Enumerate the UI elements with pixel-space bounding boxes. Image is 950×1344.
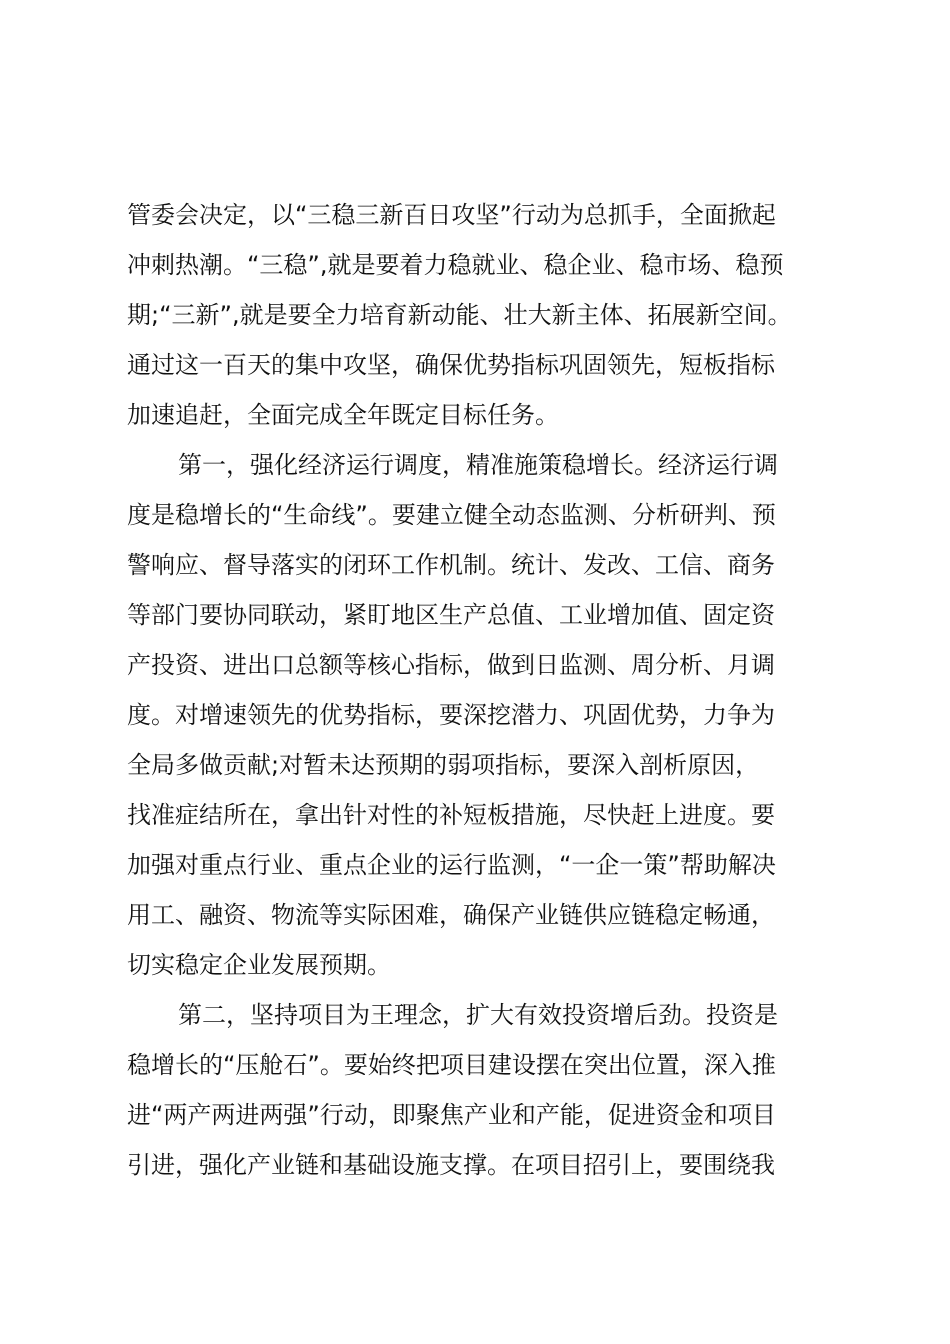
text-line: 警响应、督导落实的闭环工作机制。统计、发改、工信、商务 bbox=[127, 551, 775, 579]
paragraph-first-line: 第二，坚持项目为王理念，扩大有效投资增后劲。投资是 bbox=[178, 1001, 778, 1029]
text-line: 全局多做贡献;对暂未达预期的弱项指标，要深入剖析原因， bbox=[127, 751, 760, 779]
body-text bbox=[127, 190, 839, 1190]
text-line: 稳增长的“压舱石”。要始终把项目建设摆在突出位置，深入推 bbox=[127, 1051, 776, 1079]
text-line: 度是稳增长的“生命线”。要建立健全动态监测、分析研判、预 bbox=[127, 501, 776, 529]
text-line: 找准症结所在，拿出针对性的补短板措施，尽快赶上进度。要 bbox=[127, 801, 775, 829]
text-line: 加强对重点行业、重点企业的运行监测，“一企一策”帮助解决 bbox=[127, 851, 776, 879]
text-line: 产投资、进出口总额等核心指标，做到日监测、周分析、月调 bbox=[127, 651, 775, 679]
text-line: 进“两产两进两强”行动，即聚焦产业和产能，促进资金和项目 bbox=[127, 1101, 776, 1129]
text-line: 用工、融资、物流等实际困难，确保产业链供应链稳定畅通， bbox=[127, 901, 775, 929]
paragraph-first-line: 第一，强化经济运行调度，精准施策稳增长。经济运行调 bbox=[178, 451, 778, 479]
text-line: 通过这一百天的集中攻坚，确保优势指标巩固领先，短板指标 bbox=[127, 351, 775, 379]
text-line: 期;“三新”,就是要全力培育新动能、壮大新主体、拓展新空间。 bbox=[127, 301, 792, 329]
text-line: 冲刺热潮。“三稳”,就是要着力稳就业、稳企业、稳市场、稳预 bbox=[127, 251, 784, 279]
text-line: 等部门要协同联动，紧盯地区生产总值、工业增加值、固定资 bbox=[127, 601, 775, 629]
text-line: 切实稳定企业发展预期。 bbox=[127, 951, 391, 979]
text-line: 加速追赶，全面完成全年既定目标任务。 bbox=[127, 401, 559, 429]
text-line: 引进，强化产业链和基础设施支撑。在项目招引上，要围绕我 bbox=[127, 1151, 775, 1179]
text-line: 度。对增速领先的优势指标，要深挖潜力、巩固优势，力争为 bbox=[127, 701, 775, 729]
text-line: 管委会决定，以“三稳三新百日攻坚”行动为总抓手，全面掀起 bbox=[127, 201, 776, 229]
